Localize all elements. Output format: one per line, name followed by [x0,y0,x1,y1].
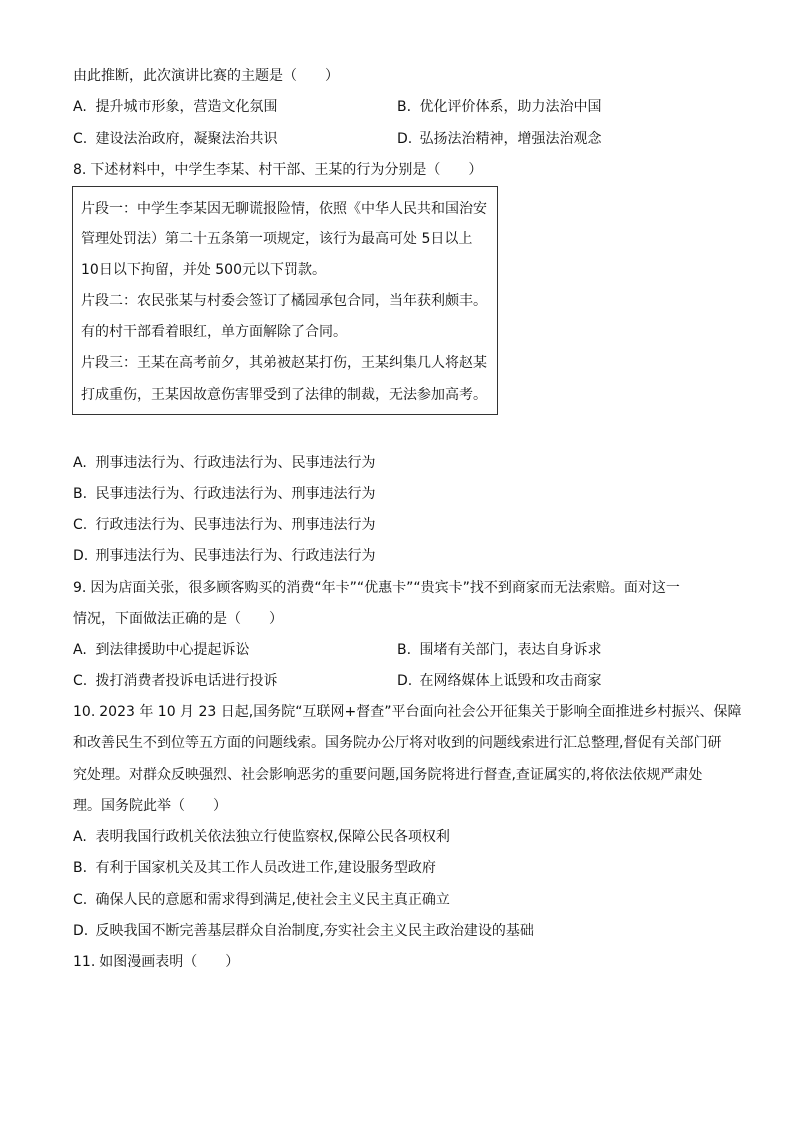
option-label: D. [73,548,89,564]
option-label: B. [397,99,412,115]
q10-option-b [73,858,436,878]
question-number: 11. [73,954,96,970]
option-text: 优化评价体系，助力法治中国 [419,99,602,115]
option-text: 到法律援助中心提起诉讼 [95,642,250,658]
question-text: 如图漫画表明（ ） [99,954,240,970]
option-label: B. [73,486,88,502]
q8-material-box [72,186,498,415]
q7-stem: 由此推断，此次演讲比赛的主题是（ ） [73,68,339,84]
material-line: 10日以下拘留，并处 500元以下罚款。 [81,262,326,278]
option-text: 建设法治政府，凝聚法治共识 [95,131,278,147]
option-label: B. [73,860,88,876]
q8-stem [73,160,482,180]
option-text: 拨打消费者投诉电话进行投诉 [95,673,278,689]
q7-option-a [73,97,277,117]
q8-option-d [73,546,375,566]
option-label: A. [73,642,87,658]
question-number: 9. [73,580,87,596]
option-text: 提升城市形象，营造文化氛围 [95,99,278,115]
q8-option-b [73,484,375,504]
material-line: 片段二：农民张某与村委会签订了橘园承包合同，当年获利颇丰。 [81,293,487,309]
option-text: 民事违法行为、行政违法行为、刑事违法行为 [95,486,376,502]
option-label: D. [397,673,413,689]
material-line: 片段一：中学生李某因无聊谎报险情，依照《中华人民共和国治安 [81,201,487,217]
question-text: 下述材料中，中学生李某、村干部、王某的行为分别是（ ） [90,162,483,178]
q11-stem [73,952,239,972]
option-label: C. [73,131,88,147]
q10-stem-line: 究处理。对群众反映强烈、社会影响恶劣的重要问题,国务院将进行督查,查证属实的,将依法依规严肃处 [73,767,703,783]
option-label: C. [73,517,88,533]
option-label: B. [397,642,412,658]
q10-option-a [73,827,450,847]
option-label: D. [397,131,413,147]
material-line: 片段三：王某在高考前夕，其弟被赵某打伤，王某纠集几人将赵某 [81,355,487,371]
q9-option-a [73,640,249,660]
q10-option-d [73,921,534,941]
option-text: 反映我国不断完善基层群众自治制度,夯实社会主义民主政治建设的基础 [95,923,534,939]
question-text: 因为店面关张，很多顾客购买的消费“年卡”“优惠卡”“贵宾卡”找不到商家而无法索赔。面对这一 [90,580,680,596]
q10-stem-first-line [73,702,741,722]
question-number: 10. [73,704,96,720]
option-text: 确保人民的意愿和需求得到满足,使社会主义民主真正确立 [95,892,450,908]
option-text: 弘扬法治精神，增强法治观念 [419,131,602,147]
question-number: 8. [73,162,87,178]
q9-stem-continued: 情况，下面做法正确的是（ ） [73,611,283,627]
option-label: A. [73,455,87,471]
q10-stem-line: 和改善民生不到位等五方面的问题线索。国务院办公厅将对收到的问题线索进行汇总整理,督促有关部门研 [73,735,722,751]
option-label: D. [73,923,89,939]
question-text: 2023 年 10 月 23 日起,国务院“互联网+督查”平台面向社会公开征集关于影响全面推进乡村振兴、保障 [99,704,742,720]
option-text: 行政违法行为、民事违法行为、刑事违法行为 [95,517,376,533]
option-text: 刑事违法行为、民事违法行为、行政违法行为 [95,548,376,564]
option-text: 表明我国行政机关依法独立行使监察权,保障公民各项权利 [95,829,450,845]
option-text: 刑事违法行为、行政违法行为、民事违法行为 [95,455,376,471]
option-text: 有利于国家机关及其工作人员改进工作,建设服务型政府 [95,860,436,876]
q9-stem-first-line [73,578,680,598]
q7-option-b [397,97,601,117]
q9-option-b [397,640,601,660]
q10-option-c [73,890,450,910]
option-label: C. [73,892,88,908]
material-line: 管理处罚法）第二十五条第一项规定，该行为最高可处 5日以上 [81,231,473,247]
material-line: 有的村干部看着眼红，单方面解除了合同。 [81,324,347,340]
material-line: 打成重伤，王某因故意伤害罪受到了法律的制裁，无法参加高考。 [81,387,487,403]
q7-option-d [397,129,601,149]
q8-option-a [73,453,375,473]
q7-option-c [73,129,277,149]
option-label: C. [73,673,88,689]
option-label: A. [73,829,87,845]
q10-stem-line: 理。国务院此举（ ） [73,798,227,814]
option-label: A. [73,99,87,115]
q8-option-c [73,515,375,535]
option-text: 在网络媒体上诋毁和攻击商家 [419,673,602,689]
q9-option-c [73,671,277,691]
option-text: 围堵有关部门，表达自身诉求 [419,642,602,658]
q9-option-d [397,671,601,691]
